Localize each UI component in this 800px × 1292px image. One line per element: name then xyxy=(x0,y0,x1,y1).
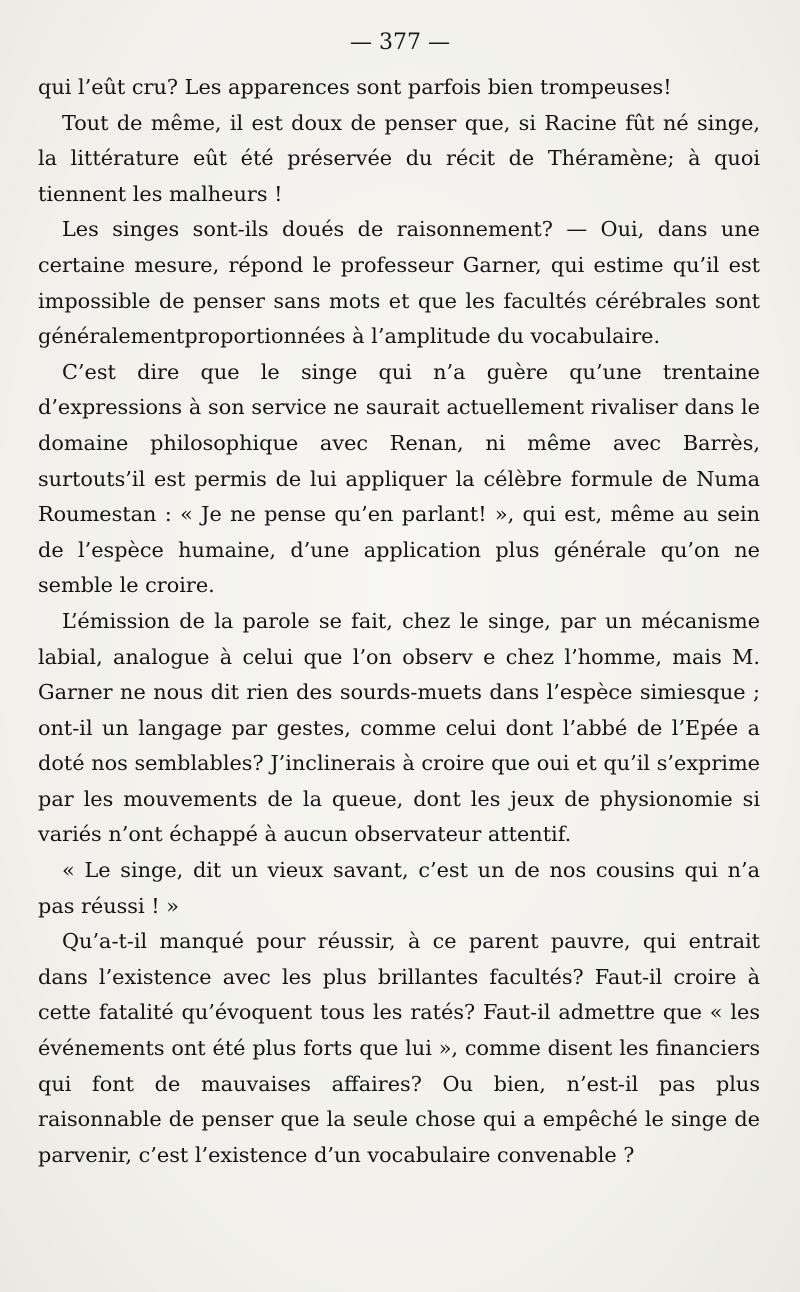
paragraph: Tout de même, il est doux de penser que, si Racine fût né singe, la littérature eût été préservée du récit de Théramène; à quoi tiennent les malheurs ! xyxy=(38,110,760,206)
paragraph: Les singes sont-ils doués de raisonnement? — Oui, dans une certaine mesure, répond le professeur Garner, qui estime qu’il est impossible de penser sans mots et que les facultés cérébrales sont généralementproportionnées à l’amplitude du vocabulaire. xyxy=(38,217,760,349)
paragraph: L’émission de la parole se fait, chez le singe, par un mécanisme labial, analogue à celui que l’on observ e chez l’homme, mais M. Garner ne nous dit rien des sourds-muets dans l’espèce simiesque ; ont-il un langage par gestes, comme celui dont l’abbé de l’Epée a doté nos semblables? J’inclinerais à croire que oui et qu’il s’exprime par les mouvements de la queue, dont les jeux de physionomie si variés n’ont échappé à aucun observateur attentif. xyxy=(38,608,760,847)
page-number: — 377 — xyxy=(350,30,450,55)
paragraph-quote: « Le singe, dit un vieux savant, c’est un de nos cousins qui n’a pas réussi ! » xyxy=(38,858,760,918)
paragraph: C’est dire que le singe qui n’a guère qu’une trentaine d’expressions à son service ne saurait actuellement rivaliser dans le domaine philosophique avec Renan, ni même avec Barrès, surtouts’il est permis de lui appliquer la célèbre formule de Numa Roumestan : « Je ne pense qu’en parlant! », qui est, même au sein de l’espèce humaine, d’une application plus générale qu’on ne semble le croire. xyxy=(38,359,760,598)
body-text xyxy=(38,70,760,1173)
paragraph: Qu’a-t-il manqué pour réussir, à ce parent pauvre, qui entrait dans l’existence avec les plus brillantes facultés? Faut-il croire à cette fatalité qu’évoquent tous les ratés? Faut-il admettre que « les événements ont été plus forts que lui », comme disent les financiers qui font de mauvaises affaires? Ou bien, n’est-il pas plus raisonnable de penser que la seule chose qui a empêché le singe de parvenir, c’est l’existence d’un vocabulaire convenable ? xyxy=(38,929,760,1167)
paragraph-continuation: qui l’eût cru? Les apparences sont parfois bien trompeuses! xyxy=(38,75,672,99)
